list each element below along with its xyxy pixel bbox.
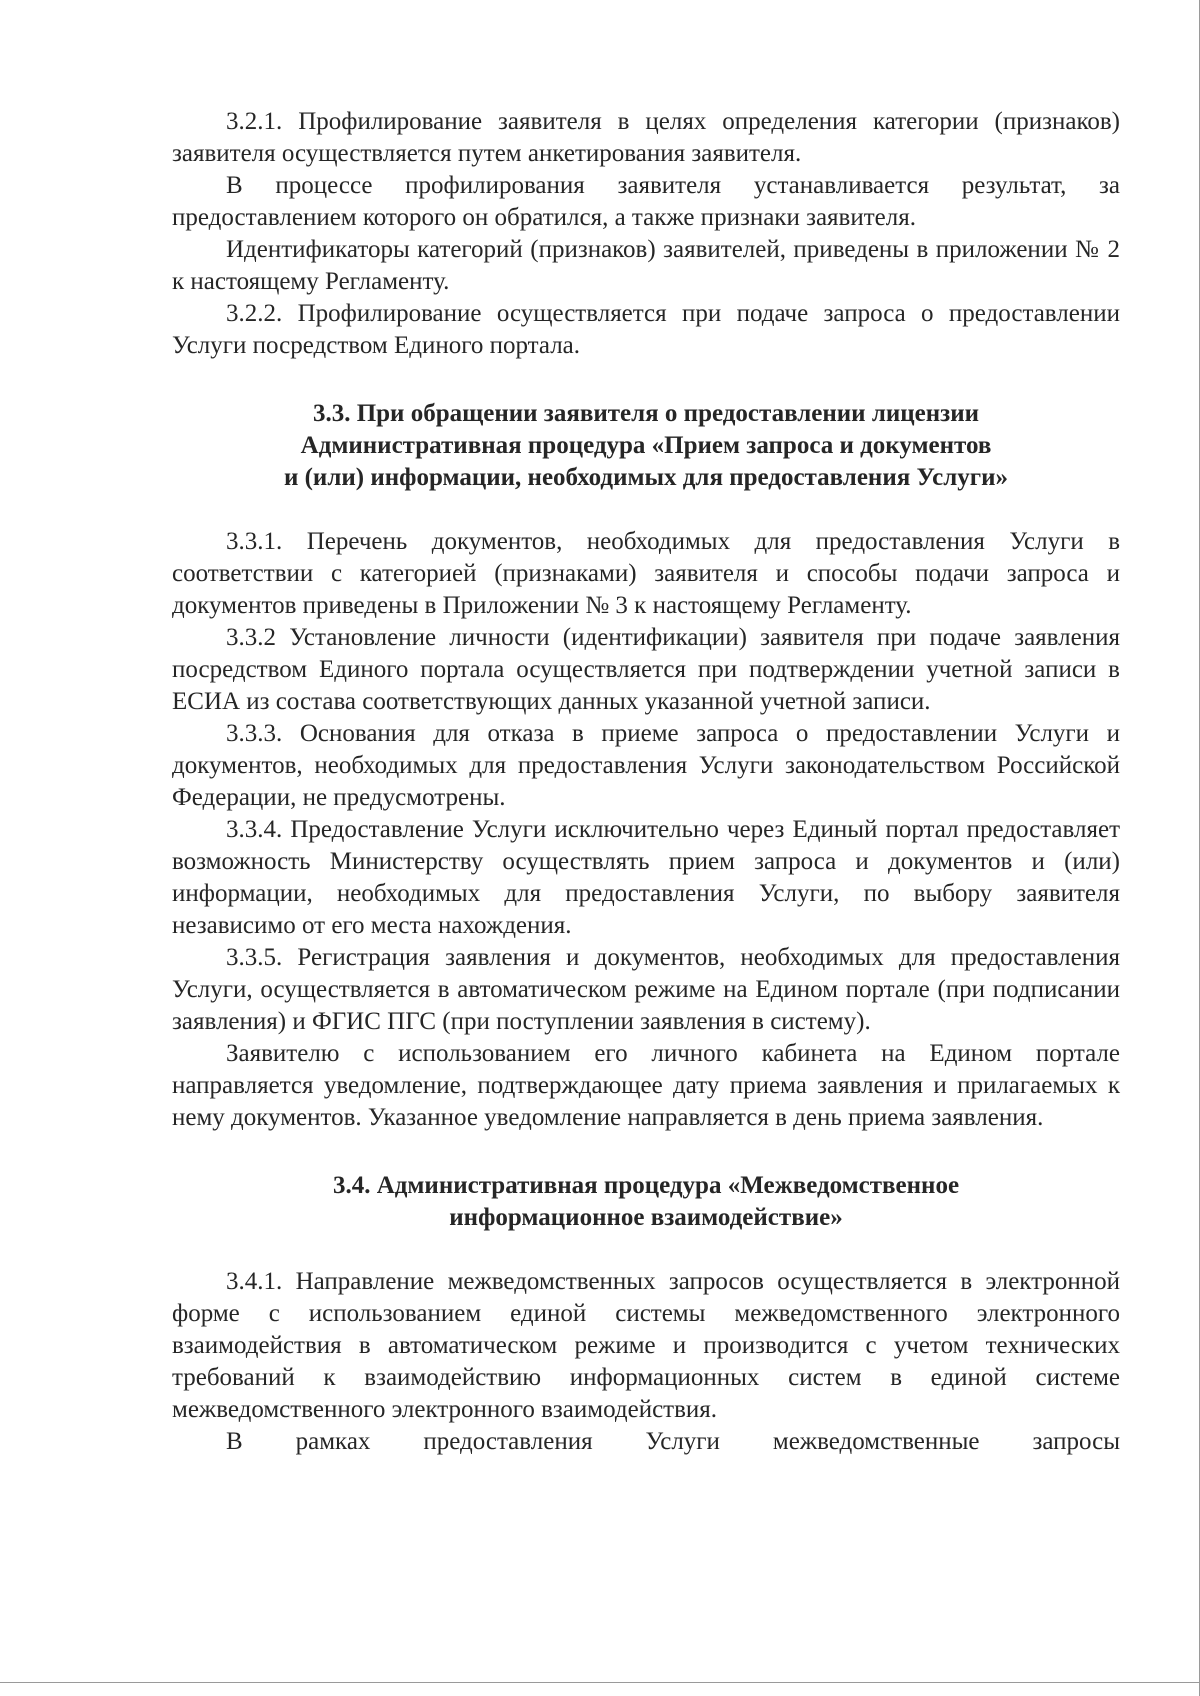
section-heading-3-3: [172, 398, 1120, 494]
scan-edge: [0, 1682, 1200, 1683]
paragraph-notification: Заявителю с использованием его личного кабинета на Едином портале направляется уведомление, подтверждающее дату приема заявления и прилагаемых к нему документов. Указанное уведомление направляется в день приема заявления.: [172, 1040, 1120, 1131]
spacer: [172, 494, 1120, 526]
spacer: [172, 362, 1120, 398]
paragraph-3-3-4: 3.3.4. Предоставление Услуги исключительно через Единый портал предоставляет возможность Министерству осуществлять прием запроса и документов и (или) информации, необходимых для предоставления Услуги, по выбору заявителя независимо от его места нахождения.: [172, 816, 1120, 939]
heading-line: информационное взаимодействие»: [449, 1204, 843, 1231]
paragraph-3-3-5: 3.3.5. Регистрация заявления и документов, необходимых для предоставления Услуги, осуществляется в автоматическом режиме на Едином портале (при подписании заявления) и ФГИС ПГС (при поступлении заявления в систему).: [172, 944, 1120, 1035]
paragraph-category-identifiers: Идентификаторы категорий (признаков) заявителей, приведены в приложении № 2 к настоящему Регламенту.: [172, 236, 1120, 295]
section-3-2: [172, 106, 1120, 362]
section-3-3: [172, 526, 1120, 1134]
section-3-4: [172, 1266, 1120, 1458]
paragraph-3-3-3: 3.3.3. Основания для отказа в приеме запроса о предоставлении Услуги и документов, необходимых для предоставления Услуги законодательством Российской Федерации, не предусмотрены.: [172, 720, 1120, 811]
paragraph-3-3-2: 3.3.2 Установление личности (идентификации) заявителя при подаче заявления посредством Единого портала осуществляется при подтверждении учетной записи в ЕСИА из состава соответствующих данных указанной учетной записи.: [172, 624, 1120, 715]
paragraph-profiling-result: В процессе профилирования заявителя устанавливается результат, за предоставлением которого он обратился, а также признаки заявителя.: [172, 172, 1120, 231]
heading-line: Административная процедура «Прием запроса и документов: [300, 432, 992, 459]
paragraph-3-4-1: 3.4.1. Направление межведомственных запросов осуществляется в электронной форме с использованием единой системы межведомственного электронного взаимодействия в автоматическом режиме и производится с учетом технических требований к взаимодействию информационных систем в единой системе межведомственного электронного взаимодействия.: [172, 1268, 1120, 1423]
heading-line: и (или) информации, необходимых для предоставления Услуги»: [283, 464, 1009, 491]
heading-line: 3.3. При обращении заявителя о предоставлении лицензии: [312, 400, 980, 427]
paragraph-interagency-requests: В рамках предоставления Услуги межведомственные запросы: [226, 1428, 1120, 1455]
section-heading-3-4: [172, 1170, 1120, 1234]
heading-line: 3.4. Административная процедура «Межведомственное: [332, 1172, 960, 1199]
paragraph-3-2-2: 3.2.2. Профилирование осуществляется при подаче запроса о предоставлении Услуги посредством Единого портала.: [172, 300, 1120, 359]
paragraph-3-2-1: 3.2.1. Профилирование заявителя в целях определения категории (признаков) заявителя осуществляется путем анкетирования заявителя.: [172, 108, 1120, 167]
spacer: [172, 1134, 1120, 1170]
spacer: [172, 1234, 1120, 1266]
paragraph-3-3-1: 3.3.1. Перечень документов, необходимых для предоставления Услуги в соответствии с категорией (признаками) заявителя и способы подачи запроса и документов приведены в Приложении № 3 к настоящему Регламенту.: [172, 528, 1120, 619]
